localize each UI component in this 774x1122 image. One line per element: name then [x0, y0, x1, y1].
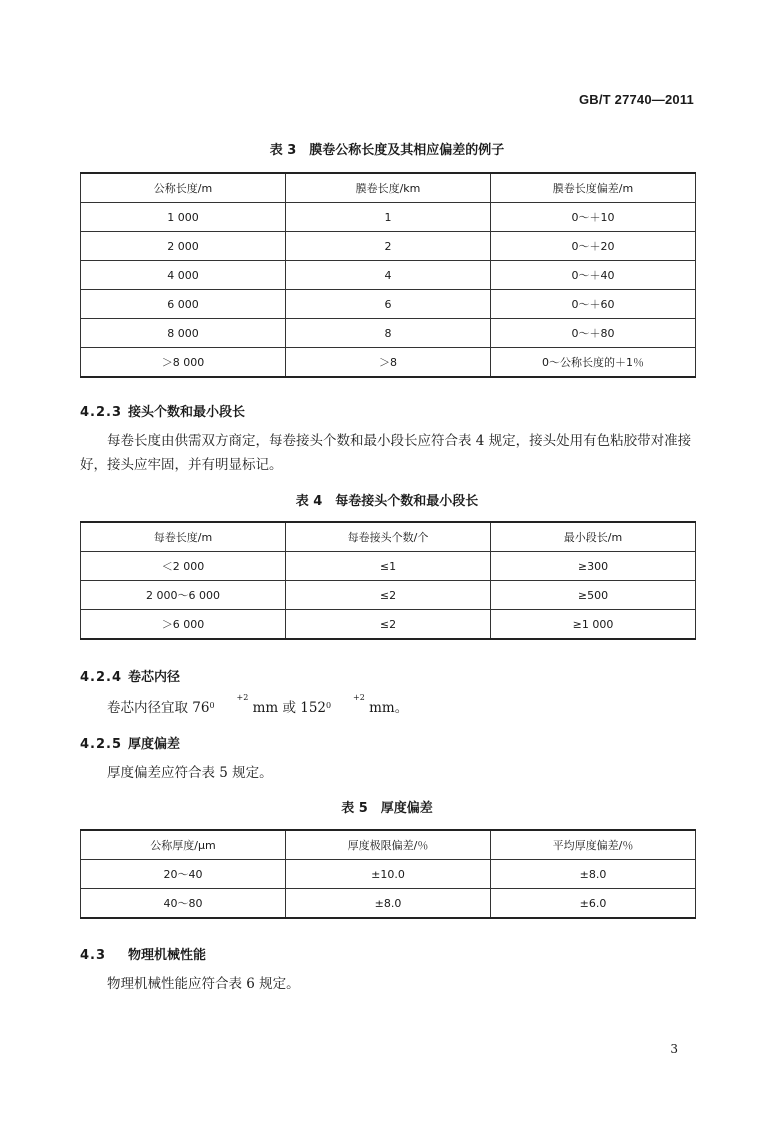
table-cell: ≥300 [491, 552, 696, 581]
table-cell: ＞8 000 [81, 348, 286, 378]
table-row [81, 290, 696, 319]
table-cell: 6 000 [81, 290, 286, 319]
standard-code: GB/T 27740—2011 [578, 92, 694, 107]
table-cell: 0～＋40 [491, 261, 696, 290]
section-title: 接头个数和最小段长 [128, 405, 246, 420]
table-cell: ±6.0 [491, 889, 696, 919]
table5 [80, 829, 696, 919]
table-cell: 2 000～6 000 [81, 581, 286, 610]
section-heading [80, 733, 180, 752]
table5-header-cell: 公称厚度/μm [81, 830, 286, 860]
section-number: 4.2.5 [80, 737, 123, 752]
section-title: 厚度偏差 [128, 737, 181, 752]
table-cell: ≤1 [286, 552, 491, 581]
section-number: 4.2.4 [80, 670, 123, 685]
table4-caption: 表 4 每卷接头个数和最小段长 [295, 494, 479, 509]
section-paragraph: 每卷长度由供需双方商定，每卷接头个数和最小段长应符合表 4 规定，接头处用有色粘胶带对准接好，接头应牢固，并有明显标记。 [80, 433, 692, 473]
table-cell: 0～＋60 [491, 290, 696, 319]
section-paragraph: 厚度偏差应符合表 5 规定。 [107, 765, 273, 781]
table-cell: 40～80 [81, 889, 286, 919]
table-row [81, 348, 696, 378]
table-cell: 0～＋80 [491, 319, 696, 348]
tolerance-lower: 0 [209, 701, 215, 710]
table-cell: ±8.0 [491, 860, 696, 889]
table-row [81, 889, 696, 919]
table-cell: 1 [286, 203, 491, 232]
table-cell: ＞8 [286, 348, 491, 378]
table-cell: ≥1 000 [491, 610, 696, 640]
table4-header-cell: 最小段长/m [491, 522, 696, 552]
table5-header-cell: 平均厚度偏差/％ [491, 830, 696, 860]
tolerance-upper: +2 [236, 693, 249, 702]
table-row [81, 261, 696, 290]
table-cell: ＜2 000 [81, 552, 286, 581]
table-cell: 8 000 [81, 319, 286, 348]
table-row [81, 581, 696, 610]
table-row [81, 552, 696, 581]
table-row [81, 610, 696, 640]
tolerance-superscript [209, 694, 248, 710]
table4-header-row [81, 522, 696, 552]
section-paragraph [80, 694, 696, 720]
table3 [80, 172, 696, 378]
table-cell: ≤2 [286, 610, 491, 640]
table-cell: 0～＋10 [491, 203, 696, 232]
table-cell: ±8.0 [286, 889, 491, 919]
section-number: 4.2.3 [80, 405, 123, 420]
table-cell: 2 [286, 232, 491, 261]
tolerance-superscript [326, 694, 365, 710]
table5-header-cell: 厚度极限偏差/％ [286, 830, 491, 860]
section-heading [80, 666, 180, 685]
table3-header-cell: 公称长度/m [81, 173, 286, 203]
table-cell: 2 000 [81, 232, 286, 261]
table-row [81, 203, 696, 232]
section-heading [80, 944, 206, 963]
tolerance-upper: +2 [353, 693, 365, 702]
section-title: 物理机械性能 [128, 948, 207, 963]
table5-header-row [81, 830, 696, 860]
table4-header-cell: 每卷接头个数/个 [286, 522, 491, 552]
table-cell: 4 [286, 261, 491, 290]
table3-header-cell: 膜卷长度偏差/m [491, 173, 696, 203]
table4 [80, 521, 696, 640]
table-cell: 8 [286, 319, 491, 348]
table3-header-row [81, 173, 696, 203]
table-row [81, 319, 696, 348]
table-cell: 4 000 [81, 261, 286, 290]
table-cell: ≤2 [286, 581, 491, 610]
table-row [81, 860, 696, 889]
section-heading [80, 401, 245, 420]
table-cell: 1 000 [81, 203, 286, 232]
section-title: 卷芯内径 [128, 670, 181, 685]
section-paragraph: 物理机械性能应符合表 6 规定。 [107, 976, 300, 992]
table4-header-cell: 每卷长度/m [81, 522, 286, 552]
table3-caption: 表 3 膜卷公称长度及其相应偏差的例子 [269, 143, 505, 158]
text-segment: mm 或 152 [248, 700, 327, 716]
table-cell: ＞6 000 [81, 610, 286, 640]
table5-caption: 表 5 厚度偏差 [341, 801, 433, 816]
page-number: 3 [670, 1042, 678, 1056]
tolerance-lower: 0 [326, 701, 332, 710]
table-cell: 20～40 [81, 860, 286, 889]
text-segment: mm。 [364, 700, 409, 716]
table-row [81, 232, 696, 261]
table-cell: 6 [286, 290, 491, 319]
table3-header-cell: 膜卷长度/km [286, 173, 491, 203]
table-cell: ≥500 [491, 581, 696, 610]
table-cell: ±10.0 [286, 860, 491, 889]
text-segment: 卷芯内径宜取 76 [107, 700, 210, 716]
section-number: 4.3 [80, 948, 107, 963]
table-cell: 0～公称长度的＋1％ [491, 348, 696, 378]
table-cell: 0～＋20 [491, 232, 696, 261]
